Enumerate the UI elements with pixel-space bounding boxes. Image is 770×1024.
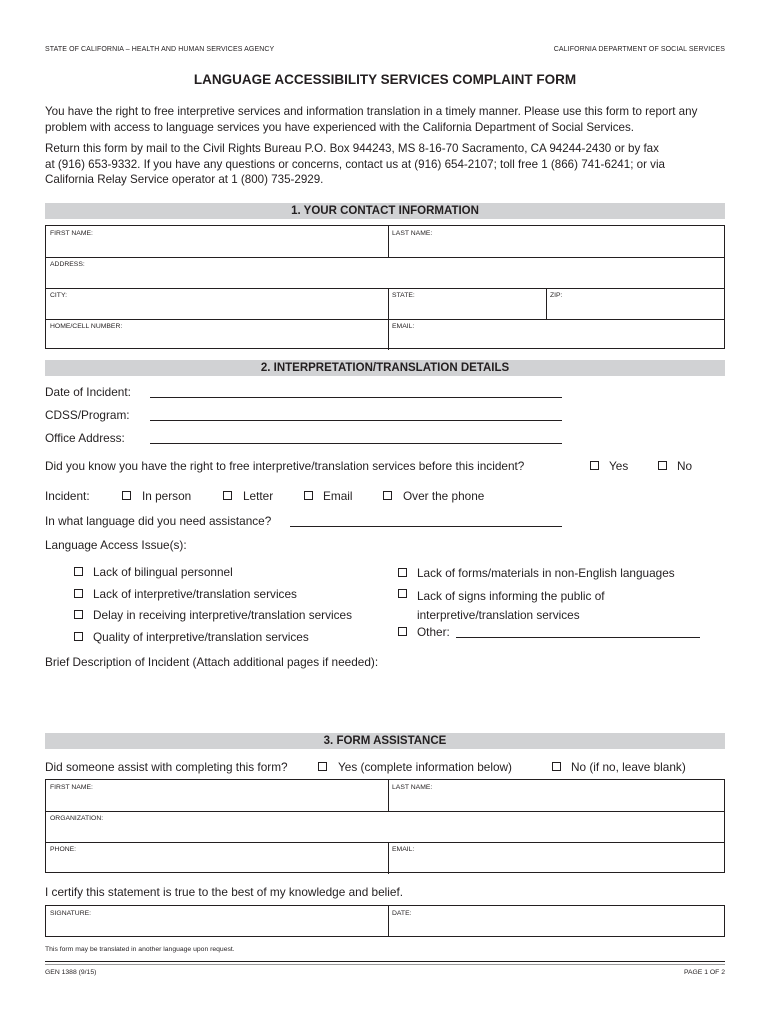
issue-quality-checkbox[interactable]	[74, 632, 83, 641]
phone-field[interactable]: HOME/CELL NUMBER:	[50, 323, 123, 330]
form-title: LANGUAGE ACCESSIBILITY SERVICES COMPLAINT FORM	[193, 72, 577, 87]
issue-bilingual-checkbox[interactable]	[74, 567, 83, 576]
issue-forms-checkbox[interactable]	[398, 568, 407, 577]
department-header: CALIFORNIA DEPARTMENT OF SOCIAL SERVICES	[553, 46, 725, 53]
issue-other-input[interactable]	[456, 626, 700, 638]
incident-letter-checkbox[interactable]	[223, 491, 232, 500]
issue-signs-checkbox[interactable]	[398, 589, 407, 598]
email-field[interactable]: EMAIL:	[392, 323, 415, 330]
page-number: PAGE 1 OF 2	[683, 969, 725, 976]
first-name-field[interactable]: FIRST NAME:	[50, 230, 93, 237]
assist-yes-checkbox[interactable]	[318, 762, 327, 771]
assist-yes-label: Yes (complete information below)	[338, 760, 512, 774]
incident-label: Incident:	[45, 489, 90, 503]
signature-grid	[45, 905, 725, 937]
issue-signs-label: Lack of signs informing the public of interpretive/translation services	[417, 589, 605, 622]
section-1-heading: 1. YOUR CONTACT INFORMATION	[45, 203, 725, 219]
signature-field[interactable]: SIGNATURE:	[50, 910, 92, 917]
section-2-heading: 2. INTERPRETATION/TRANSLATION DETAILS	[45, 360, 725, 376]
address-field[interactable]: ADDRESS:	[50, 261, 85, 268]
assistant-first-name-field[interactable]: FIRST NAME:	[50, 784, 93, 791]
footer-divider	[45, 961, 725, 962]
incident-email-checkbox[interactable]	[304, 491, 313, 500]
agency-header: STATE OF CALIFORNIA – HEALTH AND HUMAN SERVICES AGENCY	[45, 46, 275, 53]
office-address-label: Office Address:	[45, 431, 125, 445]
translation-note: This form may be translated in another language upon request.	[45, 946, 235, 953]
date-field[interactable]: DATE:	[392, 910, 412, 917]
assistant-last-name-field[interactable]: LAST NAME:	[392, 784, 433, 791]
issue-delay-checkbox[interactable]	[74, 610, 83, 619]
description-label: Brief Description of Incident (Attach additional pages if needed):	[45, 655, 379, 669]
state-field[interactable]: STATE:	[392, 292, 415, 299]
issue-services-label: Lack of interpretive/translation services	[93, 587, 297, 601]
incident-phone-checkbox[interactable]	[383, 491, 392, 500]
issues-label: Language Access Issue(s):	[45, 538, 187, 552]
issue-other-label: Other:	[417, 625, 450, 639]
program-label: CDSS/Program:	[45, 408, 130, 422]
incident-letter-label: Letter	[243, 489, 274, 503]
form-number: GEN 1388 (9/15)	[45, 969, 97, 976]
section-3-heading: 3. FORM ASSISTANCE	[45, 733, 725, 749]
office-address-input[interactable]	[150, 432, 562, 444]
issue-quality-label: Quality of interpretive/translation services	[93, 630, 309, 644]
date-of-incident-label: Date of Incident:	[45, 385, 131, 399]
incident-in-person-label: In person	[142, 489, 192, 503]
assistant-phone-field[interactable]: PHONE:	[50, 846, 77, 853]
issue-delay-label: Delay in receiving interpretive/translation services	[93, 608, 352, 622]
zip-field[interactable]: ZIP:	[550, 292, 563, 299]
program-input[interactable]	[150, 409, 562, 421]
issue-bilingual-label: Lack of bilingual personnel	[93, 565, 233, 579]
right-no-label: No	[677, 459, 693, 473]
assist-no-label: No (if no, leave blank)	[571, 760, 686, 774]
issue-forms-label: Lack of forms/materials in non-English languages	[417, 566, 675, 580]
last-name-field[interactable]: LAST NAME:	[392, 230, 433, 237]
issue-other-checkbox[interactable]	[398, 627, 407, 636]
assistant-info-grid	[45, 779, 725, 873]
certify-statement: I certify this statement is true to the best of my knowledge and belief.	[45, 885, 404, 899]
right-no-checkbox[interactable]	[658, 461, 667, 470]
incident-email-label: Email	[323, 489, 353, 503]
language-question: In what language did you need assistance?	[45, 514, 272, 528]
assistant-organization-field[interactable]: ORGANIZATION:	[50, 815, 104, 822]
right-yes-checkbox[interactable]	[590, 461, 599, 470]
intro-paragraph-2: Return this form by mail to the Civil Rights Bureau P.O. Box 944243, MS 8-16-70 Sacramento, CA 94244-2430 or by fax at (916) 653-9332. If you have any questions or concerns, contact us at (916) 654-2107; toll free 1 (866) 741-6241; or via California Relay Service operator at 1 (800) 735-2929.	[45, 142, 665, 186]
assist-question: Did someone assist with completing this form?	[45, 760, 288, 774]
footer-divider-thin	[45, 964, 725, 965]
contact-info-grid	[45, 225, 725, 349]
incident-phone-label: Over the phone	[403, 489, 485, 503]
assistant-email-field[interactable]: EMAIL:	[392, 846, 415, 853]
issue-services-checkbox[interactable]	[74, 589, 83, 598]
date-of-incident-input[interactable]	[150, 386, 562, 398]
description-area[interactable]	[45, 672, 725, 727]
intro-paragraph-1: You have the right to free interpretive services and information translation in a timely manner. Please use this form to report any problem with access to language services you have experienced with the California Department of Social Services.	[45, 105, 698, 134]
city-field[interactable]: CITY:	[50, 292, 67, 299]
right-yes-label: Yes	[609, 459, 629, 473]
language-input[interactable]	[290, 515, 562, 527]
incident-in-person-checkbox[interactable]	[122, 491, 131, 500]
right-to-services-question: Did you know you have the right to free interpretive/translation services before this incident?	[45, 459, 525, 473]
assist-no-checkbox[interactable]	[552, 762, 561, 771]
